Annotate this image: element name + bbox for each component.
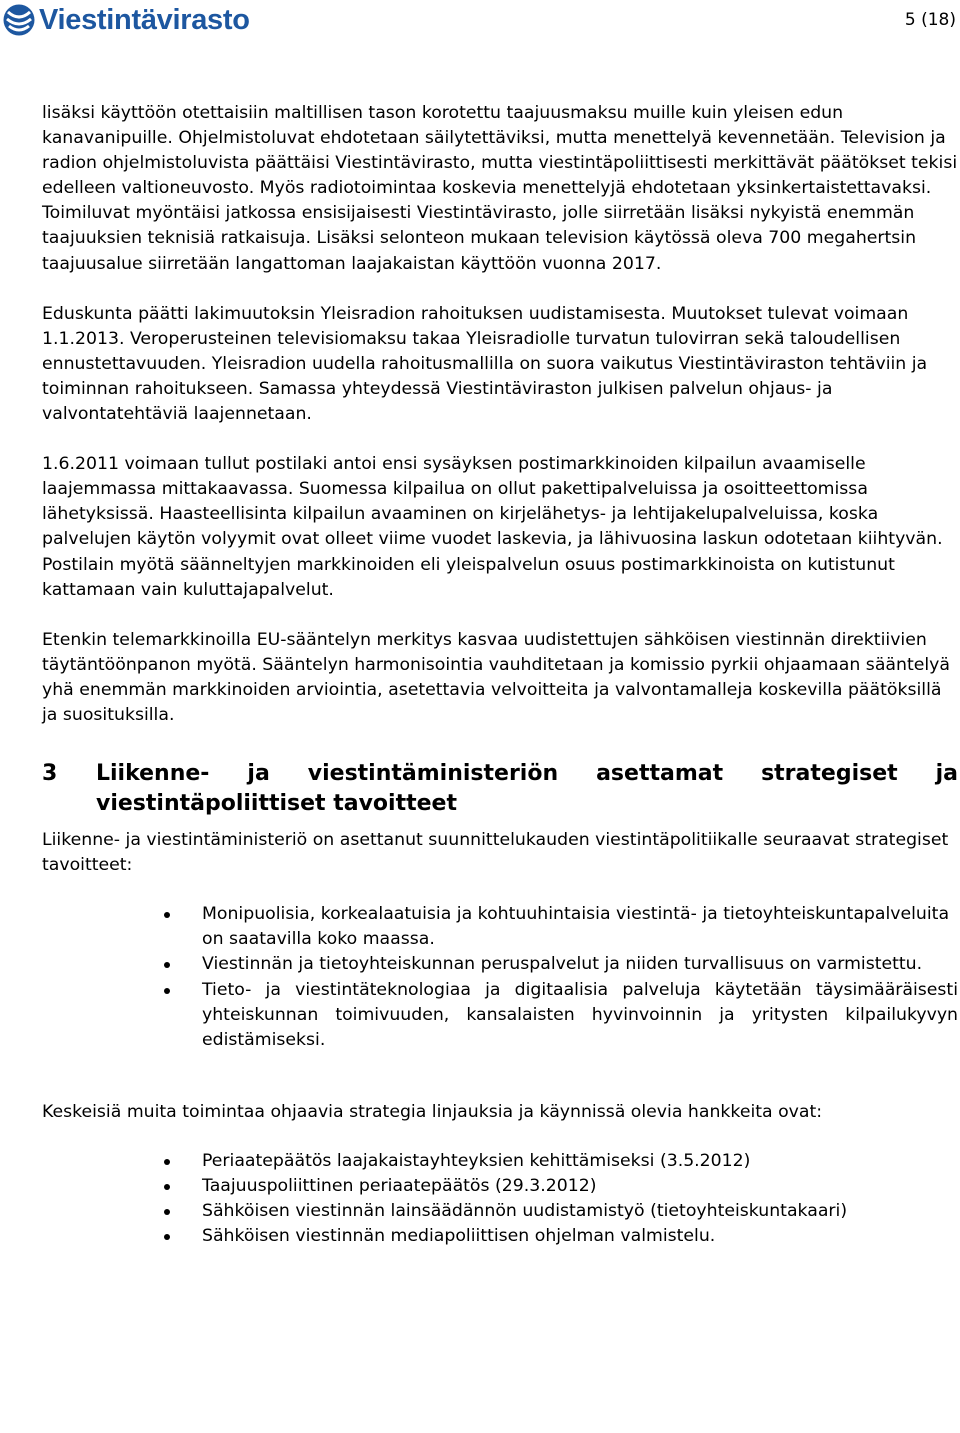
list-item: Tieto- ja viestintäteknologiaa ja digitaalisia palveluja käytetään täysimääräisesti yhteiskunnan toimivuuden, kansalaisten hyvinvoinnin ja yritysten kilpailukyvyn edistämiseksi. xyxy=(202,978,958,1053)
section-heading xyxy=(42,759,958,819)
document-body xyxy=(42,101,958,1249)
page-number: 5 (18) xyxy=(904,10,956,30)
list-item: Sähköisen viestinnän lainsäädännön uudistamistyö (tietoyhteiskuntakaari) xyxy=(202,1199,958,1224)
strategic-goals-list xyxy=(42,902,958,1053)
section-intro: Liikenne- ja viestintäministeriö on asettanut suunnittelukauden viestintäpolitiikalle seuraavat strategiset tavoitteet: xyxy=(42,830,949,876)
paragraph-spectrum-licences: lisäksi käyttöön otettaisiin maltillisen tason korotettu taajuusmaksu muille kuin yleisen edun kanavanipuille. Ohjelmistoluvat ehdotetaan säilytettäviksi, mutta menettelyä kevennetään. Television ja radion ohjelmistoluvista päättäisi Viestintävirasto, mutta viestintäpoliittisesti merkittävät päätökset tekisi edelleen valtioneuvosto. Myös radiotoimintaa koskevia menettelyjä ehdotetaan yksinkertaistettavaksi. Toimiluvat myöntäisi jatkossa ensisijaisesti Viestintävirasto, jolle siirretään lisäksi nykyistä enemmän taajuuksien teknisiä ratkaisuja. Lisäksi selonteon mukaan television käytössä oleva 700 megahertsin taajuusalue siirretään langattoman laajakaistan käyttöön vuonna 2017. xyxy=(42,103,958,274)
logo-emblem-icon xyxy=(2,3,36,37)
list-item: Taajuuspoliittinen periaatepäätös (29.3.2012) xyxy=(202,1174,958,1199)
page-header xyxy=(0,0,960,50)
paragraph-yle-funding: Eduskunta päätti lakimuutoksin Yleisradion rahoituksen uudistamisesta. Muutokset tulevat voimaan 1.1.2013. Veroperusteinen televisiomaksu takaa Yleisradiolle turvatun tulovirran sekä taloudellisen ennustettavuuden. Yleisradion uudella rahoitusmallilla on suora vaikutus Viestintäviraston tehtäviin ja toiminnan rahoitukseen. Samassa yhteydessä Viestintäviraston julkisen palvelun ohjaus- ja valvontatehtäviä laajennetaan. xyxy=(42,303,928,425)
list-item: Sähköisen viestinnän mediapoliittisen ohjelman valmistelu. xyxy=(202,1224,958,1249)
paragraph-eu-regulation: Etenkin telemarkkinoilla EU-sääntelyn merkitys kasvaa uudistettujen sähköisen viestinnän direktiivien täytäntöönpanon myötä. Sääntelyn harmonisointia vauhditetaan ja komissio pyrkii ohjaamaan sääntelyä yhä enemmän markkinoiden arviointia, asetettavia velvoitteita ja valvontamalleja koskevilla päätöksillä ja suosituksilla. xyxy=(42,629,950,725)
viestintavirasto-logo xyxy=(2,1,250,39)
projects-intro: Keskeisiä muita toimintaa ohjaavia strategia linjauksia ja käynnissä olevia hankkeita ovat: xyxy=(42,1101,823,1122)
list-item: Viestinnän ja tietoyhteiskunnan peruspalvelut ja niiden turvallisuus on varmistettu. xyxy=(202,952,958,977)
paragraph-postal-law: 1.6.2011 voimaan tullut postilaki antoi ensi sysäyksen postimarkkinoiden kilpailun avaamiselle laajemmassa mittakaavassa. Suomessa kilpailua on ollut pakettipalveluissa ja osoitteettomissa lähetyksissä. Haasteellisinta kilpailun avaaminen on kirjelähetys- ja lehtijakelupalveluissa, koska palvelujen käytön volyymit ovat olleet viime vuodet laskevia, ja lähivuosina laskun odotetaan kiihtyvän. Postilain myötä säänneltyjen markkinoiden eli yleispalvelun osuus postimarkkinoista on kutistunut kattamaan vain kuluttajapalvelut. xyxy=(42,454,943,600)
section-number: 3 xyxy=(42,761,58,787)
list-item: Monipuolisia, korkealaatuisia ja kohtuuhintaisia viestintä- ja tietoyhteiskuntapalveluita on saatavilla koko maassa. xyxy=(202,902,958,952)
projects-list xyxy=(42,1149,958,1249)
logo-text: Viestintävirasto xyxy=(39,4,250,36)
section-title: Liikenne- ja viestintäministeriön asettamat strategiset ja viestintäpoliittiset tavoitteet xyxy=(96,761,958,817)
list-item: Periaatepäätös laajakaistayhteyksien kehittämiseksi (3.5.2012) xyxy=(202,1149,958,1174)
